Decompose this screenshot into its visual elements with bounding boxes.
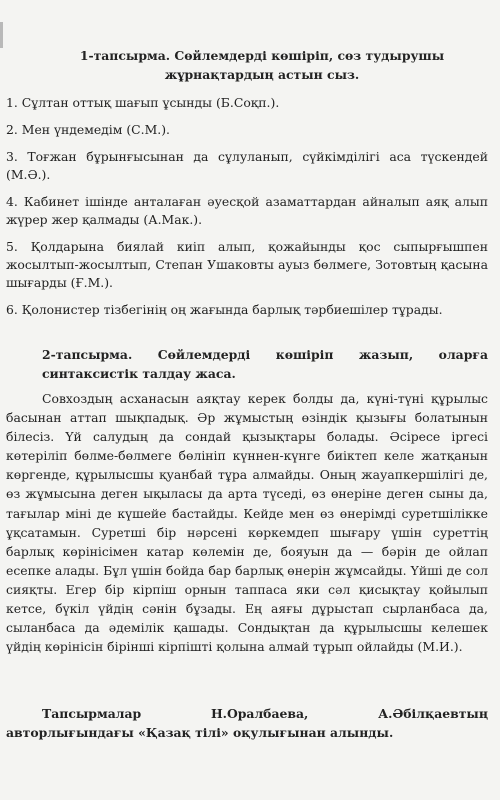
sentence-6: 6. Қолонистер тізбегінің оң жағында барлық тәрбиешілер тұрады. — [6, 302, 443, 317]
task1-title: 1-тапсырма. Сөйлемдерді көшіріп, сөз тудырушы жұрнақтардың астын сыз. — [79, 48, 445, 82]
sentence-1: 1. Сұлтан оттық шағып ұсынды (Б.Соқп.). — [6, 95, 280, 110]
sentence-2: 2. Мен үндемедім (С.М.). — [6, 122, 170, 137]
sentence-3: 3. Тоғжан бұрынғысынан да сұлуланып, сүйкімділігі аса түскендей (М.Ә.). — [6, 149, 488, 182]
task2-paragraph: Совхоздың асханасын аяқтау керек болды да, күні-түні құрылыс басынан аттап шықпадық. Әр жұмыстың өзіндік қызығы болатынын білесіз. Үй салудың да сондай қызықтары болады. Әсіресе іргесі көтеріліп бөлме-бөлмеге бөлініп күннен-күнге биіктеп келе жатқанын көргенде, құрылысшы қуанбай тұра алмайды. Оның жауапкершілігі де, өз жұмысына деген ықыласы да арта түседі, өз өнеріне деген сыны да, тағылар міні де күшейе бастайды. Кейде мен өз өнерімді суретшілікке ұқсатамын. Суретші бір нәрсені көркемдеп шығару үшін суреттің барлық көрінісімен катар көлемін де, бояуын да — бәрін де ойлап есепке алады. Бұл үшін бойда бар барлық өнерін жұмсайды. Үйші де сол сияқты. Егер бір кірпіш орнын таппаса яки сәл қисықтау қойылып кетсе, бүкіл үйдің сәнін бұзады. Ең аяғы дұрыстап сырланбаса да, сыланбаса да әдемілік қашады. Сондықтан да құрылысшы келешек үйдің көрінісін бірінші кірпішті қолына алмай тұрып ойлайды (М.И.). — [6, 391, 488, 655]
task2-title: 2-тапсырма. Сөйлемдерді көшіріп жазып, оларға синтаксистік талдау жаса. — [42, 347, 488, 381]
sentence-5: 5. Қолдарына биялай киіп алып, қожайынды қос сыпырғышпен жосылтып-жосылтып, Степан Ушаковты ауыз бөлмеге, Зотовтың қасына шығарды (Ғ.М.). — [6, 239, 488, 290]
task1-sentence-list — [6, 94, 488, 319]
source-note: Тапсырмалар Н.Оралбаева, А.Әбілқаевтың авторлығындағы «Қазақ тілі» оқулығынан алынды. — [6, 706, 488, 741]
sentence-4: 4. Кабинет ішінде анталаған әуесқой азаматтардан айналып аяқ алып жүрер жер қалмады (А.Мак.). — [6, 194, 488, 227]
